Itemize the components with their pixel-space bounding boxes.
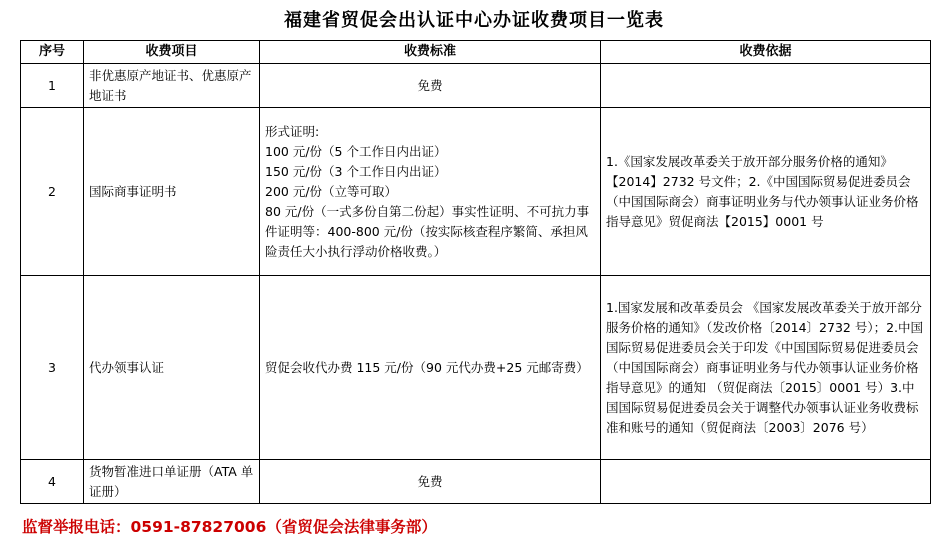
standard-line: 80 元/份（一式多份自第二份起）事实性证明、不可抗力事件证明等：400-800 元/份（按实际核查程序繁简、承担风险责任大小执行浮动价格收费。） bbox=[265, 203, 590, 259]
table-row bbox=[21, 276, 931, 460]
row-index: 2 bbox=[21, 108, 84, 276]
row-index: 4 bbox=[21, 460, 84, 504]
row-standard: 免费 bbox=[260, 460, 601, 504]
table-row bbox=[21, 64, 931, 108]
row-index: 1 bbox=[21, 64, 84, 108]
header-basis: 收费依据 bbox=[601, 41, 931, 64]
table-row bbox=[21, 108, 931, 276]
header-standard: 收费标准 bbox=[260, 41, 601, 64]
row-item: 货物暂准进口单证册（ATA 单证册） bbox=[84, 460, 260, 504]
row-standard: 贸促会收代办费 115 元/份（90 元代办费+25 元邮寄费） bbox=[260, 276, 601, 460]
standard-line: 形式证明: bbox=[265, 123, 320, 139]
page-title: 福建省贸促会出认证中心办证收费项目一览表 bbox=[284, 10, 664, 31]
row-basis bbox=[601, 460, 931, 504]
header-item: 收费项目 bbox=[84, 41, 260, 64]
row-basis: 1.《国家发展改革委关于放开部分服务价格的通知》【2014】2732 号文件；2.《中国国际贸易促进委员会（中国国际商会）商事证明业务与代办领事认证业务价格指导意见》贸促商法【2015】0001 号 bbox=[601, 108, 931, 276]
row-basis bbox=[601, 64, 931, 108]
row-item: 国际商事证明书 bbox=[84, 108, 260, 276]
fee-table bbox=[20, 40, 931, 504]
row-basis: 1.国家发展和改革委员会 《国家发展改革委关于放开部分服务价格的通知》（发改价格〔2014〕2732 号）；2.中国国际贸易促进委员会关于印发《中国国际贸易促进委员会（中国国际商会）商事证明业务与代办领事认证业务价格指导意见》的通知 （贸促商法〔2015〕0001 号）3.中国国际贸易促进委员会关于调整代办领事认证业务收费标准和账号的通知（贸促商法〔2003〕2076 号） bbox=[601, 276, 931, 460]
standard-line: 100 元/份（5 个工作日内出证） bbox=[265, 143, 447, 159]
complaint-hotline: 监督举报电话：0591-87827006（省贸促会法律事务部） bbox=[22, 518, 437, 536]
standard-line: 200 元/份（立等可取） bbox=[265, 183, 398, 199]
row-item: 非优惠原产地证书、优惠原产地证书 bbox=[84, 64, 260, 108]
standard-line: 150 元/份（3 个工作日内出证） bbox=[265, 163, 447, 179]
row-index: 3 bbox=[21, 276, 84, 460]
header-index: 序号 bbox=[21, 41, 84, 64]
row-standard: 免费 bbox=[260, 64, 601, 108]
table-header-row bbox=[21, 41, 931, 64]
row-standard bbox=[260, 108, 601, 276]
table-row bbox=[21, 460, 931, 504]
row-item: 代办领事认证 bbox=[84, 276, 260, 460]
